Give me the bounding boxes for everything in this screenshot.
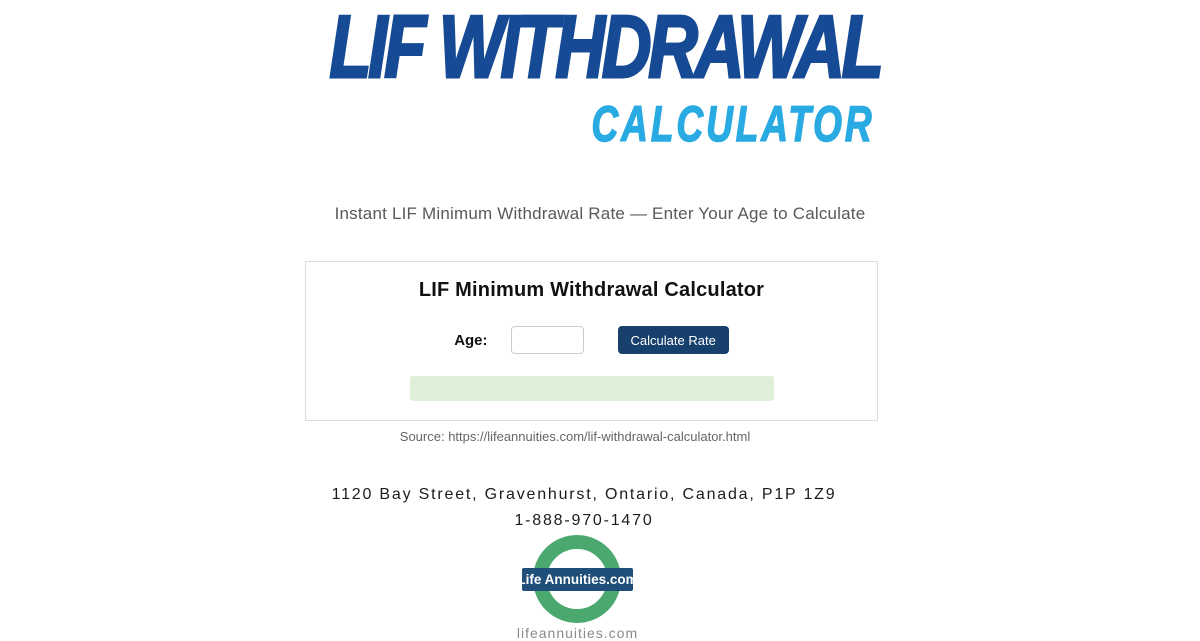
result-output-bar — [410, 376, 774, 401]
calculate-rate-button[interactable]: Calculate Rate — [618, 326, 729, 354]
clipped-footer-text: lifeannuities.com — [516, 625, 639, 641]
calculator-card-title: LIF Minimum Withdrawal Calculator — [418, 279, 765, 301]
tagline-text: Instant LIF Minimum Withdrawal Rate — Enter Your Age to Calculate — [334, 204, 866, 223]
brand-logo-banner — [517, 568, 638, 591]
site-logotype-primary: LIF WITHDRAWAL — [329, 0, 881, 96]
source-attribution-text: Source: https://lifeannuities.com/lif-withdrawal-calculator.html — [399, 429, 751, 444]
brand-logo-label: Life Annuities.com — [517, 572, 638, 587]
site-logotype-secondary: CALCULATOR — [591, 96, 875, 152]
calculator-form-row — [306, 325, 877, 355]
address-text: 1120 Bay Street, Gravenhurst, Ontario, Canada, P1P 1Z9 — [331, 486, 837, 503]
phone-number-text: 1-888-970-1470 — [514, 512, 654, 529]
calculator-card — [305, 261, 878, 421]
age-label: Age: — [454, 331, 488, 349]
age-input[interactable] — [511, 326, 584, 354]
